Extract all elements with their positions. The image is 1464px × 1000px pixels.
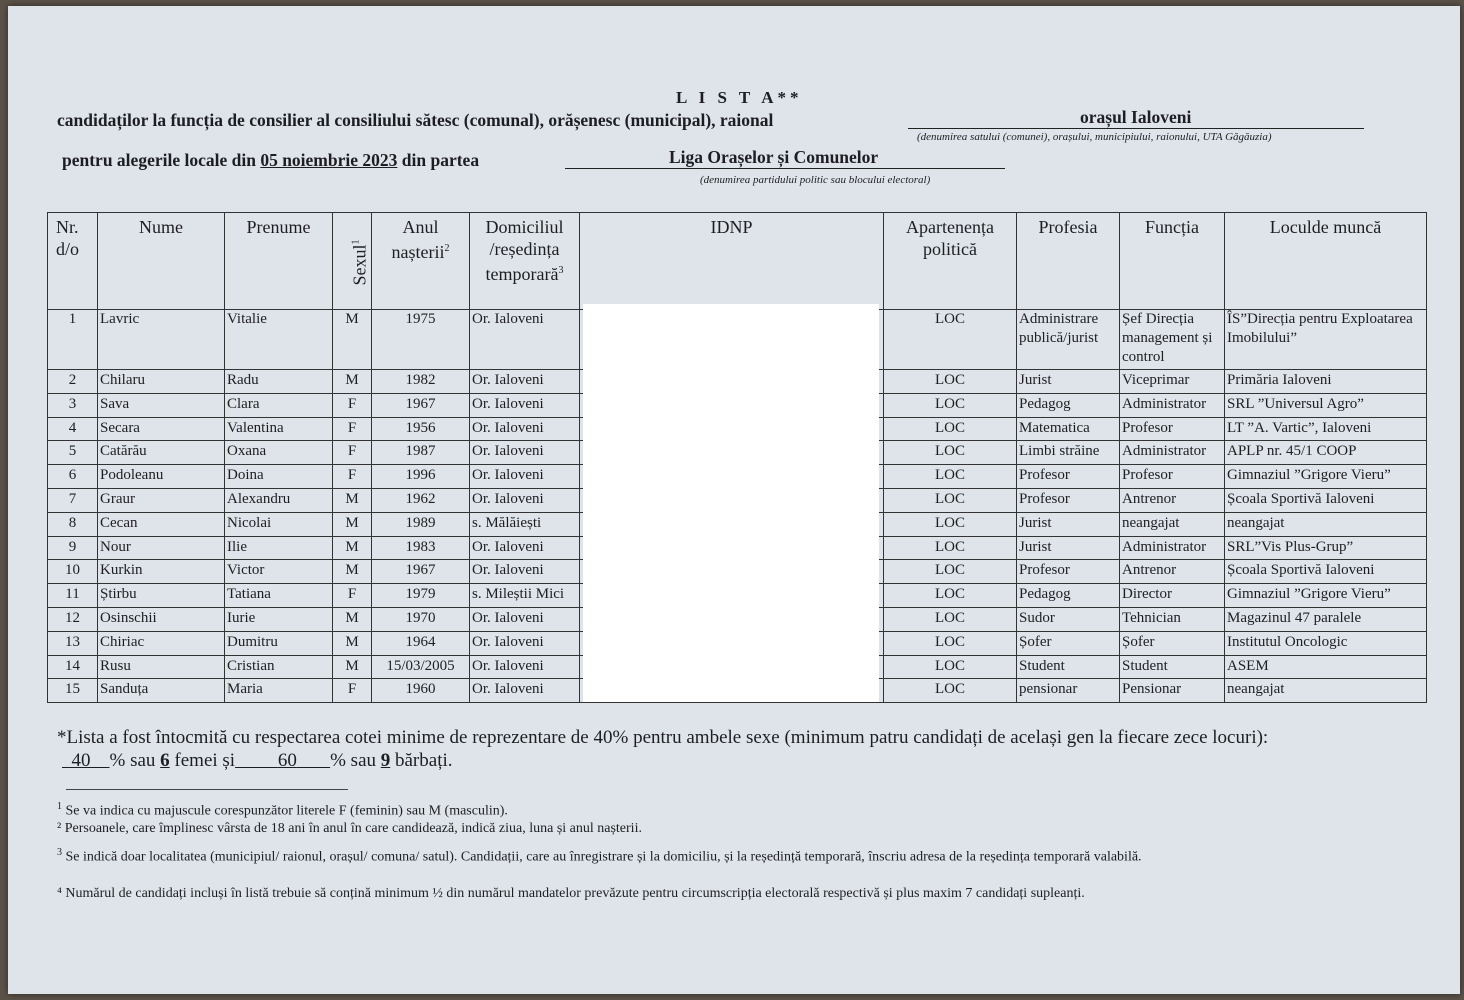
footnote-divider xyxy=(66,789,348,790)
cell-sex: F xyxy=(333,679,372,703)
cell-dom: Or. Ialoveni xyxy=(470,310,580,370)
document-title: L I S T A** xyxy=(676,88,803,107)
cell-functia: Șofer xyxy=(1120,631,1225,655)
cell-dom: s. Mălăiești xyxy=(470,512,580,536)
cell-apart: LOC xyxy=(884,370,1017,394)
cell-sex: M xyxy=(333,631,372,655)
cell-prenume: Doina xyxy=(225,465,333,489)
cell-an: 1975 xyxy=(372,310,470,370)
quota-statement: *Lista a fost întocmită cu respectarea cotei minime de reprezentare de 40% pentru ambele sexe (minimum patru candidați de același gen la fiecare zece locuri): xyxy=(57,727,1269,748)
party-field xyxy=(565,148,1005,169)
cell-loc: LT ”A. Vartic”, Ialoveni xyxy=(1225,417,1427,441)
cell-nr: 6 xyxy=(48,465,98,489)
cell-sex: F xyxy=(333,417,372,441)
cell-nr: 14 xyxy=(48,655,98,679)
men-percent: 60 xyxy=(277,750,297,771)
footnote-1: $^1$ Se va indica cu majuscule corespunzător literele F (feminin) sau M (masculin). xyxy=(57,801,508,819)
heading-line-1 xyxy=(57,110,773,131)
cell-nume: Chiriac xyxy=(98,631,225,655)
cell-apart: LOC xyxy=(884,310,1017,370)
cell-prenume: Ilie xyxy=(225,536,333,560)
cell-apart: LOC xyxy=(884,441,1017,465)
header-locul-de-munca: Loculde muncă xyxy=(1225,213,1427,310)
cell-nume: Chilaru xyxy=(98,370,225,394)
cell-loc: neangajat xyxy=(1225,679,1427,703)
cell-functia: Profesor xyxy=(1120,417,1225,441)
locality-note: (denumirea satului (comunei), orașului, municipiului, raionului, UTA Găgăuzia) xyxy=(917,131,1272,143)
cell-loc: Gimnaziul ”Grigore Vieru” xyxy=(1225,465,1427,489)
cell-loc: Școala Sportivă Ialoveni xyxy=(1225,560,1427,584)
cell-an: 1979 xyxy=(372,584,470,608)
cell-nr: 1 xyxy=(48,310,98,370)
cell-profesia: Jurist xyxy=(1017,370,1120,394)
cell-loc: Școala Sportivă Ialoveni xyxy=(1225,488,1427,512)
cell-apart: LOC xyxy=(884,655,1017,679)
cell-functia: Student xyxy=(1120,655,1225,679)
cell-an: 15/03/2005 xyxy=(372,655,470,679)
cell-nume: Osinschii xyxy=(98,607,225,631)
cell-sex: M xyxy=(333,560,372,584)
cell-apart: LOC xyxy=(884,488,1017,512)
cell-functia: Administrator xyxy=(1120,393,1225,417)
cell-loc: APLP nr. 45/1 COOP xyxy=(1225,441,1427,465)
cell-prenume: Valentina xyxy=(225,417,333,441)
cell-sex: F xyxy=(333,393,372,417)
cell-dom: s. Mileștii Mici xyxy=(470,584,580,608)
cell-nume: Sanduța xyxy=(98,679,225,703)
line2-mid: din partea xyxy=(401,150,480,170)
cell-an: 1960 xyxy=(372,679,470,703)
cell-prenume: Tatiana xyxy=(225,584,333,608)
cell-sex: M xyxy=(333,607,372,631)
cell-prenume: Nicolai xyxy=(225,512,333,536)
cell-sex: F xyxy=(333,584,372,608)
cell-nr: 12 xyxy=(48,607,98,631)
table-header-row xyxy=(48,213,1427,310)
cell-nr: 9 xyxy=(48,536,98,560)
cell-nume: Știrbu xyxy=(98,584,225,608)
header-functia: Funcția xyxy=(1120,213,1225,310)
cell-apart: LOC xyxy=(884,536,1017,560)
cell-profesia: Jurist xyxy=(1017,536,1120,560)
cell-sex: M xyxy=(333,536,372,560)
cell-an: 1962 xyxy=(372,488,470,512)
cell-nume: Cecan xyxy=(98,512,225,536)
cell-sex: M xyxy=(333,370,372,394)
party-value: Liga Orașelor și Comunelor xyxy=(669,147,879,167)
cell-profesia: pensionar xyxy=(1017,679,1120,703)
cell-nume: Podoleanu xyxy=(98,465,225,489)
cell-an: 1967 xyxy=(372,393,470,417)
cell-functia: neangajat xyxy=(1120,512,1225,536)
cell-prenume: Iurie xyxy=(225,607,333,631)
cell-dom: Or. Ialoveni xyxy=(470,536,580,560)
cell-profesia: Profesor xyxy=(1017,488,1120,512)
header-sex: Sexul$^1$ xyxy=(333,213,372,310)
cell-sex: M xyxy=(333,488,372,512)
cell-prenume: Alexandru xyxy=(225,488,333,512)
cell-profesia: Profesor xyxy=(1017,560,1120,584)
cell-loc: SRL”Vis Plus-Grup” xyxy=(1225,536,1427,560)
header-nr: Nr. d/o xyxy=(48,213,98,310)
cell-profesia: Administrare publică/jurist xyxy=(1017,310,1120,370)
cell-profesia: Profesor xyxy=(1017,465,1120,489)
header-nume: Nume xyxy=(98,213,225,310)
cell-profesia: Limbi străine xyxy=(1017,441,1120,465)
cell-nume: Catărău xyxy=(98,441,225,465)
cell-nume: Graur xyxy=(98,488,225,512)
cell-nume: Secara xyxy=(98,417,225,441)
header-profesia: Profesia xyxy=(1017,213,1120,310)
cell-nr: 13 xyxy=(48,631,98,655)
heading-line-2 xyxy=(62,150,479,171)
cell-nr: 15 xyxy=(48,679,98,703)
cell-prenume: Maria xyxy=(225,679,333,703)
cell-dom: Or. Ialoveni xyxy=(470,607,580,631)
cell-dom: Or. Ialoveni xyxy=(470,631,580,655)
header-apartenenta: Apartenența politică xyxy=(884,213,1017,310)
cell-apart: LOC xyxy=(884,631,1017,655)
cell-prenume: Vitalie xyxy=(225,310,333,370)
cell-an: 1982 xyxy=(372,370,470,394)
cell-an: 1956 xyxy=(372,417,470,441)
cell-dom: Or. Ialoveni xyxy=(470,560,580,584)
party-note: (denumirea partidului politic sau blocului electoral) xyxy=(700,174,931,186)
cell-dom: Or. Ialoveni xyxy=(470,417,580,441)
cell-dom: Or. Ialoveni xyxy=(470,679,580,703)
cell-profesia: Student xyxy=(1017,655,1120,679)
cell-profesia: Șofer xyxy=(1017,631,1120,655)
cell-prenume: Victor xyxy=(225,560,333,584)
locality-field xyxy=(908,108,1364,129)
cell-profesia: Pedagog xyxy=(1017,393,1120,417)
cell-nume: Sava xyxy=(98,393,225,417)
cell-apart: LOC xyxy=(884,560,1017,584)
cell-nr: 3 xyxy=(48,393,98,417)
line2-prefix: pentru alegerile locale din xyxy=(62,150,256,170)
cell-nr: 2 xyxy=(48,370,98,394)
cell-apart: LOC xyxy=(884,465,1017,489)
cell-profesia: Matematica xyxy=(1017,417,1120,441)
cell-an: 1996 xyxy=(372,465,470,489)
cell-an: 1983 xyxy=(372,536,470,560)
idnp-redaction xyxy=(583,304,879,702)
cell-functia: Director xyxy=(1120,584,1225,608)
cell-sex: F xyxy=(333,441,372,465)
locality-value: orașul Ialoveni xyxy=(1080,107,1192,127)
cell-an: 1967 xyxy=(372,560,470,584)
cell-functia: Pensionar xyxy=(1120,679,1225,703)
cell-sex: M xyxy=(333,655,372,679)
cell-nume: Rusu xyxy=(98,655,225,679)
cell-loc: neangajat xyxy=(1225,512,1427,536)
men-count: 9 xyxy=(380,750,391,771)
cell-dom: Or. Ialoveni xyxy=(470,393,580,417)
cell-functia: Șef Direcția management și control xyxy=(1120,310,1225,370)
cell-nr: 11 xyxy=(48,584,98,608)
cell-nume: Lavric xyxy=(98,310,225,370)
cell-functia: Viceprimar xyxy=(1120,370,1225,394)
cell-apart: LOC xyxy=(884,584,1017,608)
cell-prenume: Dumitru xyxy=(225,631,333,655)
cell-dom: Or. Ialoveni xyxy=(470,655,580,679)
header-idnp: IDNP xyxy=(580,213,884,310)
footnote-4: ⁴ Numărul de candidați incluși în listă trebuie să conțină minimum ½ din numărul mandatelor prevăzute pentru circumscripția electorală respectivă și plus maxim 7 candidați supleanți. xyxy=(57,886,1085,901)
cell-sex: F xyxy=(333,465,372,489)
cell-nr: 8 xyxy=(48,512,98,536)
cell-functia: Antrenor xyxy=(1120,560,1225,584)
cell-apart: LOC xyxy=(884,607,1017,631)
cell-nr: 4 xyxy=(48,417,98,441)
heading-line-1-text: candidaților la funcția de consilier al consiliului sătesc (comunal), orășenesc (municipal), raional xyxy=(57,110,774,130)
women-count: 6 xyxy=(160,750,170,771)
footnote-3: $^3$ Se indică doar localitatea (municipiul/ raionul, orașul/ comuna/ satul). Candidații, care au înregistrare și la domiciliu, și la reședință temporară, înscriu adresa de la reședința temporară valabilă. xyxy=(57,847,1142,865)
cell-loc: Primăria Ialoveni xyxy=(1225,370,1427,394)
cell-loc: Gimnaziul ”Grigore Vieru” xyxy=(1225,584,1427,608)
footnote-2: ² Persoanele, care împlinesc vârsta de 18 ani în anul în care candidează, indică ziua, luna și anul nașterii. xyxy=(57,821,642,836)
cell-profesia: Jurist xyxy=(1017,512,1120,536)
cell-loc: SRL ”Universul Agro” xyxy=(1225,393,1427,417)
header-an: Anul nașterii$^2$ xyxy=(372,213,470,310)
cell-nr: 5 xyxy=(48,441,98,465)
cell-dom: Or. Ialoveni xyxy=(470,370,580,394)
cell-prenume: Cristian xyxy=(225,655,333,679)
cell-apart: LOC xyxy=(884,679,1017,703)
cell-nume: Nour xyxy=(98,536,225,560)
cell-sex: M xyxy=(333,512,372,536)
cell-apart: LOC xyxy=(884,512,1017,536)
cell-an: 1987 xyxy=(372,441,470,465)
cell-loc: ÎS”Direcția pentru Exploatarea Imobilului” xyxy=(1225,310,1427,370)
cell-apart: LOC xyxy=(884,393,1017,417)
cell-an: 1970 xyxy=(372,607,470,631)
cell-functia: Profesor xyxy=(1120,465,1225,489)
cell-functia: Administrator xyxy=(1120,441,1225,465)
cell-an: 1989 xyxy=(372,512,470,536)
header-prenume: Prenume xyxy=(225,213,333,310)
cell-loc: Magazinul 47 paralele xyxy=(1225,607,1427,631)
cell-prenume: Clara xyxy=(225,393,333,417)
election-date: 05 noiembrie 2023 xyxy=(260,150,398,170)
cell-sex: M xyxy=(333,310,372,370)
cell-prenume: Oxana xyxy=(225,441,333,465)
cell-functia: Administrator xyxy=(1120,536,1225,560)
cell-functia: Antrenor xyxy=(1120,488,1225,512)
cell-dom: Or. Ialoveni xyxy=(470,441,580,465)
cell-prenume: Radu xyxy=(225,370,333,394)
cell-profesia: Pedagog xyxy=(1017,584,1120,608)
cell-loc: ASEM xyxy=(1225,655,1427,679)
cell-nr: 7 xyxy=(48,488,98,512)
cell-dom: Or. Ialoveni xyxy=(470,488,580,512)
quota-values: 40 % sau 6 femei și 60 % sau 9 bărbați. xyxy=(71,750,453,771)
cell-an: 1964 xyxy=(372,631,470,655)
header-sex-text: Sexul xyxy=(349,244,370,286)
cell-profesia: Sudor xyxy=(1017,607,1120,631)
cell-loc: Institutul Oncologic xyxy=(1225,631,1427,655)
cell-nr: 10 xyxy=(48,560,98,584)
header-domiciliu: Domiciliul /reședința temporară$^3$ xyxy=(470,213,580,310)
cell-apart: LOC xyxy=(884,417,1017,441)
cell-dom: Or. Ialoveni xyxy=(470,465,580,489)
women-percent: 40 xyxy=(71,750,91,771)
cell-functia: Tehnician xyxy=(1120,607,1225,631)
cell-nume: Kurkin xyxy=(98,560,225,584)
